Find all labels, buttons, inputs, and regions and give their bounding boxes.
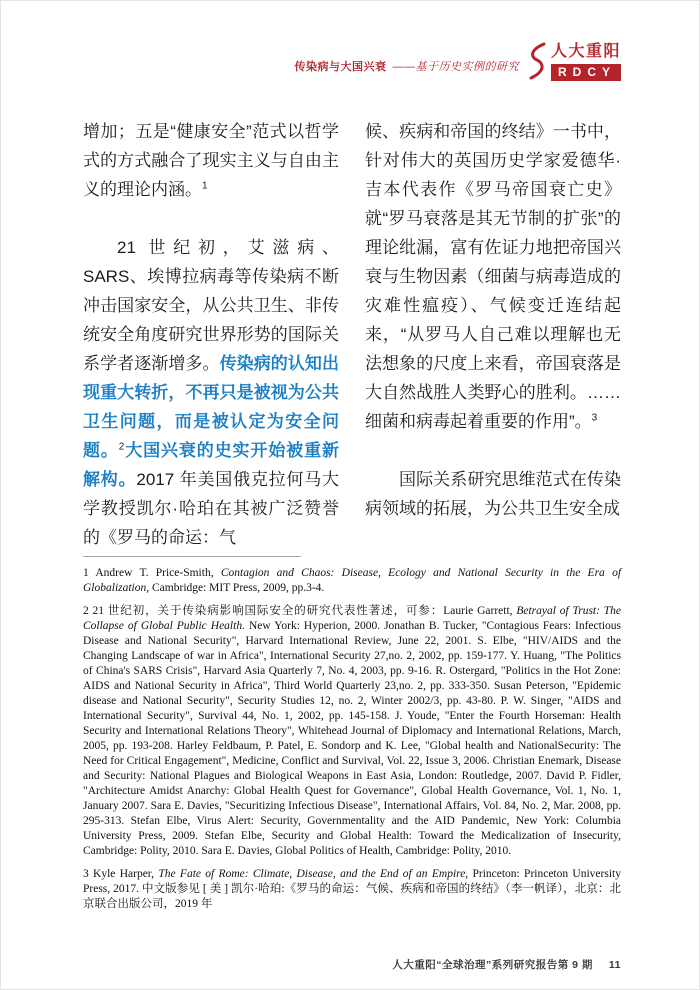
running-header xyxy=(295,58,520,74)
rdcy-logo xyxy=(526,41,621,81)
body-columns xyxy=(83,117,621,581)
paragraph: 国际关系研究思维范式在传染病领域的拓展，为公共卫生安全成 xyxy=(365,470,621,518)
footnote-separator xyxy=(83,556,301,557)
right-column xyxy=(365,117,621,581)
page-footer xyxy=(392,957,621,972)
left-column xyxy=(83,117,339,581)
footnotes-section xyxy=(83,566,621,920)
footnote-3: 3 Kyle Harper, The Fate of Rome: Climate, Disease, and the End of an Empire, Princeton: Princeton University Press, 2017. 中文版参见 [ 美 ] 凯尔·哈珀:《罗马的命运：气候、疾病和帝国的终结》（李一帆译），北京：北京联合出版公司，2019 年 xyxy=(83,868,621,910)
paragraph-continuation: 增加；五是“健康安全”范式以哲学式的方式融合了现实主义与自由主义的理论内涵。$^1$ xyxy=(83,122,339,199)
logo-chinese-text: 人大重阳 xyxy=(550,42,621,60)
footnote-1: 1 Andrew T. Price-Smith, Contagion and Chaos: Disease, Ecology and National Security in the Era of Globalization, Cambridge: MIT Press, 2009, pp.3-4. xyxy=(83,567,622,594)
paragraph-continuation: 候、疾病和帝国的终结》一书中，针对伟大的英国历史学家爱德华·吉本代表作《罗马帝国衰亡史》就“罗马衰落是其无节制的扩张”的理论纰漏，富有佐证力地把帝国兴衰与生物因素（细菌与病毒造成的灾难性瘟疫）、气候变迁连结起来，“从罗马人自己难以理解也无法想象的尺度上来看，帝国衰落是大自然战胜人类野心的胜利。……细菌和病毒起着重要的作用”。$^3$ xyxy=(365,122,621,431)
running-header-title: 传染病与大国兴衰 xyxy=(294,61,387,73)
logo-latin-text: RDCY xyxy=(551,64,621,81)
running-header-subtitle: ——基于历史实例的研究 xyxy=(392,61,519,73)
paragraph: 21 世纪初，艾滋病、SARS、埃博拉病毒等传染病不断冲击国家安全，从公共卫生、非传统安全角度研究世界形势的国际关系学者逐渐增多。传染病的认知出现重大转折，不再只是被视为公共卫生问题，而是被认定为安全问题。$^2$大国兴衰的史实开始被重新解构。2017 年美国俄克拉何马大学教授凯尔·哈珀在其被广泛赞誉的《罗马的命运：气 xyxy=(83,238,340,547)
logo-text xyxy=(551,42,621,81)
footer-series-title: 人大重阳“全球治理”系列研究报告第 9 期 xyxy=(392,959,593,971)
logo-swoosh-icon xyxy=(526,41,548,81)
page-number: 11 xyxy=(608,959,621,971)
footnote-2: 2 21 世纪初，关于传染病影响国际安全的研究代表性著述，可参：Laurie Garrett, Betrayal of Trust: The Collapse of Global Public Health. New York: Hyperion, 2000. Jonathan B. Tucker, "Contagious Fears: Infectious Disease and National Security", Harvard International Review, June 22, 2001. S. Elbe, "HIV/AIDS and the Changing Landscape of war in Africa", International Security 27,no. 2, 2002, pp. 159-177. Y. Huang, "The Politics of China's SARS Crisis", Harvard Asia Quarterly 7, No. 4, 2003, pp. 9-16. R. Ostergard, "Politics in the Hot Zone: AIDS and National Security in Africa", Third World Quarterly 23,no. 2, pp. 333-350. Susan Peterson, "Epidemic disease and National Security", Security Studies 12, no. 2, Winter 2002/3, pp. 43-80. P. W. Singer, "AIDS and International Security", Survival 44, No. 1, 2002, pp. 145-158. J. Youde, "Enter the Fourth Horseman: Health Security and International Relations Theory", Whitehead Journal of Diplomacy and International Relations, March, 2005, pp. 193-208. Harley Feldbaum, P. Patel, E. Sondorp and K. Lee, "Global health and NationalSecurity: The Need for Critical Engagement", Medicine, Conflict and Survival, Vol. 22, Issue 3, 2006. Christian Enemark, Disease and Security: National Plagues and Biological Weapons in East Asia, London: Routledge, 2007. David P. Fidler, "Architecture Amidst Anarchy: Global Health Quest for Governance", Global Health Governance, Vol. 1, No. 1, January 2007. Sara E. Davies, "Securitizing Infectious Disease", International Affairs, Vol. 84, No. 2, Mar. 2008, pp. 295-313. Stefan Elbe, Virus Alert: Security, Governmentality and the AID Pandemic, New York: Columbia University Press, 2009. Stefan Elbe, Security and Global Health: Toward the Medicalization of Insecurity, Cambridge: Polity, 2010. Sara E. Davies, Global Politics of Health, Cambridge: Polity, 2010. xyxy=(83,605,622,857)
